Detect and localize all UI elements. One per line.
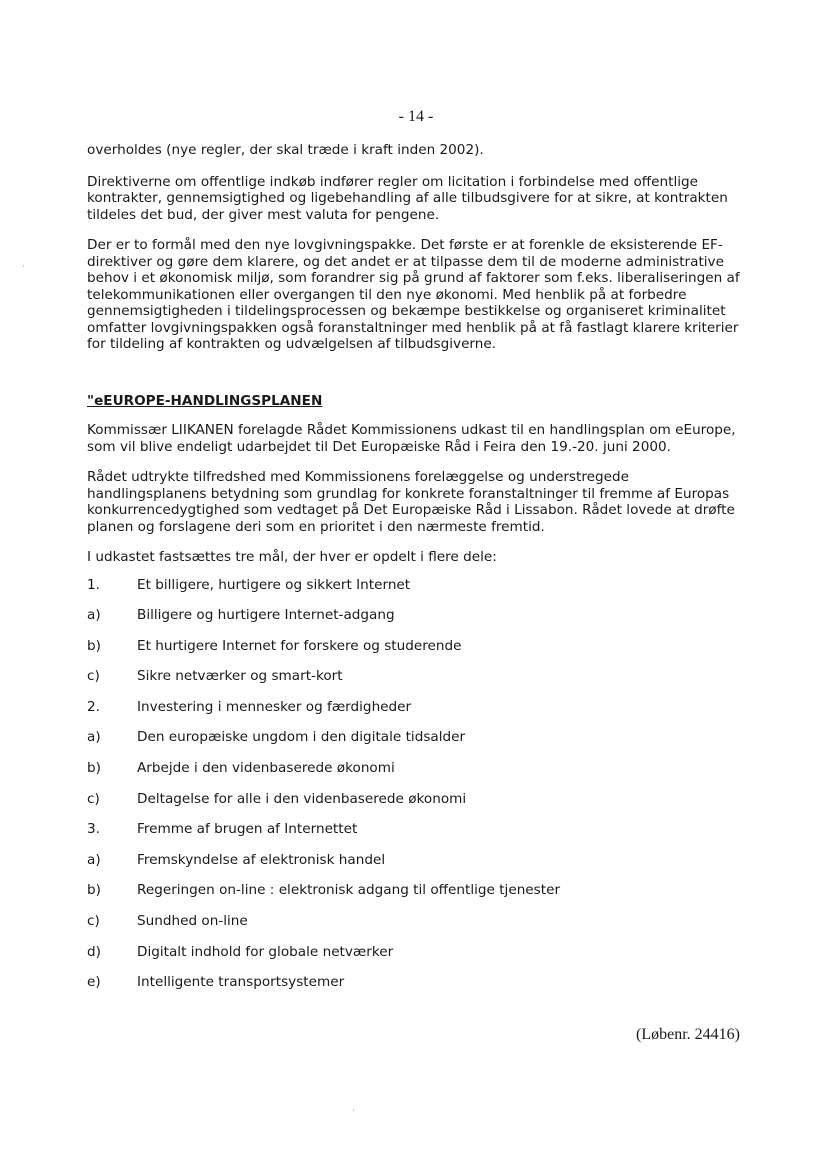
- list-item: [87, 821, 747, 852]
- list-text: Sundhed on-line: [137, 913, 248, 930]
- list-text: Sikre netværker og smart-kort: [137, 668, 343, 685]
- list-marker: e): [87, 974, 101, 991]
- section-heading: "eEUROPE-HANDLINGSPLANEN: [87, 392, 323, 409]
- list-text: Et billigere, hurtigere og sikkert Internet: [137, 576, 411, 593]
- list-text: Arbejde i den videnbaserede økonomi: [137, 760, 395, 777]
- paragraph: Direktiverne om offentlige indkøb indfører regler om licitation i forbindelse med offentlige kontrakter, gennemsigtighed og ligebehandling af alle tilbudsgivere for at sikre, at kontrakten tildeles det bud, der giver mest valuta for pengene.: [87, 173, 728, 223]
- list-text: Digitalt indhold for globale netværker: [137, 943, 394, 960]
- paragraph: Rådet udtrykte tilfredshed med Kommissionens forelæggelse og understregede handlingsplanens betydning som grundlag for konkrete foranstaltninger til fremme af Europas konkurrencedygtighed som vedtaget på Det Europæiske Råd i Lissabon. Rådet lovede at drøfte planen og forslagene deri som en prioritet i den nærmeste fremtid.: [87, 469, 735, 535]
- list-marker: b): [87, 882, 101, 899]
- list-item: [87, 638, 747, 669]
- document-reference: (Løbenr. 24416): [636, 1026, 740, 1043]
- list-item: [87, 882, 747, 913]
- list-text: Et hurtigere Internet for forskere og studerende: [137, 637, 462, 654]
- scan-speck: ·: [22, 262, 25, 272]
- list-item: [87, 791, 747, 822]
- list-item: [87, 852, 747, 883]
- list-marker: 2.: [87, 698, 100, 715]
- document-body: [87, 142, 747, 1005]
- list-text: Regeringen on-line : elektronisk adgang til offentlige tjenester: [137, 882, 561, 899]
- list-item: [87, 668, 747, 699]
- list-marker: a): [87, 607, 101, 624]
- list-text: Intelligente transportsystemer: [137, 974, 345, 991]
- list-marker: d): [87, 943, 101, 960]
- page-number: - 14 -: [398, 108, 434, 125]
- list-item: [87, 913, 747, 944]
- list-text: Investering i mennesker og færdigheder: [137, 698, 412, 715]
- list-marker: a): [87, 851, 101, 868]
- list-item: [87, 577, 747, 608]
- scan-speck: ·: [352, 1106, 355, 1116]
- list-marker: b): [87, 637, 101, 654]
- list-marker: 3.: [87, 821, 100, 838]
- paragraph: I udkastet fastsættes tre mål, der hver er opdelt i flere dele:: [87, 549, 497, 565]
- paragraph: Der er to formål med den nye lovgivningspakke. Det første er at forenkle de eksisterende EF-direktiver og gøre dem klarere, og det andet er at tilpasse dem til de moderne administrative behov i et økonomisk miljø, som forandrer sig på grund af faktorer som f.eks. liberaliseringen af telekommunikationen eller overgangen til den nye økonomi. Med henblik på at forbedre gennemsigtigheden i tildelingsprocessen og bekæmpe bestikkelse og organiseret kriminalitet omfatter lovgivningspakken også foranstaltninger med henblik på at få fastlagt klarere kriterier for tildeling af kontrakten og udvælgelsen af tilbudsgiverne.: [87, 237, 740, 352]
- paragraph: overholdes (nye regler, der skal træde i kraft inden 2002).: [87, 142, 484, 158]
- list-text: Fremme af brugen af Internettet: [137, 821, 358, 838]
- list-text: Deltagelse for alle i den videnbaserede økonomi: [137, 790, 467, 807]
- list-marker: c): [87, 668, 100, 685]
- list-marker: c): [87, 790, 100, 807]
- list-item: [87, 607, 747, 638]
- list-marker: 1.: [87, 576, 100, 593]
- list-marker: c): [87, 913, 100, 930]
- list-marker: b): [87, 760, 101, 777]
- list-text: Billigere og hurtigere Internet-adgang: [137, 607, 395, 624]
- list-item: [87, 944, 747, 975]
- list-item: [87, 729, 747, 760]
- paragraph: Kommissær LIIKANEN forelagde Rådet Kommissionens udkast til en handlingsplan om eEurope, som vil blive endeligt udarbejdet til Det Europæiske Råd i Feira den 19.-20. juni 2000.: [87, 422, 736, 455]
- list-text: Fremskyndelse af elektronisk handel: [137, 851, 386, 868]
- list-item: [87, 699, 747, 730]
- objectives-list: [87, 577, 747, 1005]
- list-item: [87, 974, 747, 1005]
- list-text: Den europæiske ungdom i den digitale tidsalder: [137, 729, 466, 746]
- list-item: [87, 760, 747, 791]
- list-marker: a): [87, 729, 101, 746]
